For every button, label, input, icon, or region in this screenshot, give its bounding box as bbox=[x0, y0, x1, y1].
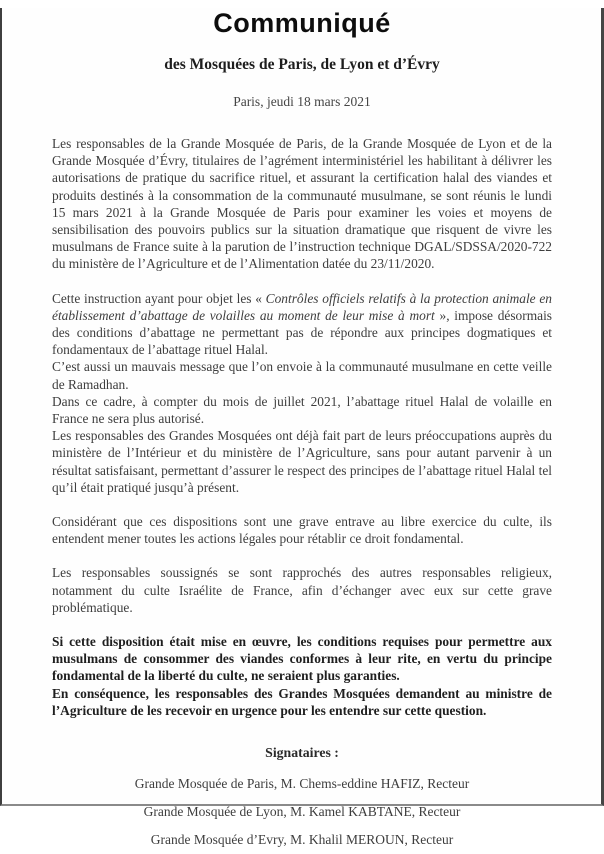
paragraph-consequence: En conséquence, les responsables des Grandes Mosquées demandent au ministre de l’Agriculture de les recevoir en urgence pour les entendre sur cette question. bbox=[52, 685, 552, 718]
paragraph-instruction bbox=[52, 290, 552, 359]
paragraph-message: C’est aussi un mauvais message que l’on envoie à la communauté musulmane en cette veille de Ramadhan. bbox=[52, 359, 552, 392]
document-content bbox=[2, 8, 601, 854]
signatory-line-lyon: Grande Mosquée de Lyon, M. Kamel KABTANE, Recteur bbox=[143, 804, 461, 820]
paragraph-si-disposition: Si cette disposition était mise en œuvre, les conditions requises pour permettre aux musulmans de consommer des viandes conformes à leur rite, en vertu du principe fondamental de la liberté du culte, ne seraient plus garanties. bbox=[52, 634, 552, 684]
paragraph-juillet: Dans ce cadre, à compter du mois de juillet 2021, l’abattage rituel Halal de volaille en France ne sera plus autorisé. bbox=[52, 393, 552, 427]
instruction-suffix: », impose désormais des conditions d’abattage ne permettant pas de répondre aux principes dogmatiques et fondamentaux de l’abattage rituel Halal. bbox=[52, 307, 552, 358]
paragraph-preoccupations: Les responsables des Grandes Mosquées ont déjà fait part de leurs préoccupations auprès du ministère de l’Intérieur et du ministère de l’Agriculture, sans pour autant parvenir à un résultat satisfaisant, permettant d’assurer le respect des principes de l’abattage rituel Halal tel qu’il était pratiqué jusqu’à présent. bbox=[52, 428, 552, 495]
bold-closing-block bbox=[52, 633, 552, 719]
signatories-heading: Signataires : bbox=[265, 745, 339, 761]
paragraph-soussignes: Les responsables soussignés se sont rapprochés des autres responsables religieux, notamment du culte Israélite de France, afin d’échanger avec eux sur cette grave problématique. bbox=[52, 565, 552, 615]
signatory-list bbox=[52, 770, 552, 854]
signatory-line-evry: Grande Mosquée d’Evry, M. Khalil MEROUN, Recteur bbox=[150, 832, 454, 848]
page-title: Communiqué bbox=[213, 8, 391, 38]
document-body bbox=[52, 135, 552, 719]
instruction-quote: Contrôles officiels relatifs à la protection animale en établissement d’abattage de volailles au moment de leur mise à mort bbox=[52, 290, 553, 323]
paragraph-intro: Les responsables de la Grande Mosquée de Paris, de la Grande Mosquée de Lyon et de la Grande Mosquée d’Évry, titulaires de l’agrément interministériel les habilitant à délivrer les autorisations de pratique du sacrifice rituel, et assurant la certification halal des viandes et produits destinés à la consommation de la communauté musulmane, se sont réunis le lundi 15 mars 2021 à la Grande Mosquée de Paris pour examiner les voies et moyens de sensibilisation des pouvoirs publics sur la situation dramatique que risquent de vivre les musulmans de France suite à la parution de l’instruction technique DGAL/SDSSA/2020-722 du ministère de l’Agriculture et de l’Alimentation datée du 23/11/2020. bbox=[52, 136, 552, 272]
dateline: Paris, jeudi 18 mars 2021 bbox=[233, 94, 371, 109]
paragraph-considerant: Considérant que ces dispositions sont une grave entrave au libre exercice du culte, ils entendent mener toutes les actions légales pour rétablir ce droit fondamental. bbox=[52, 514, 552, 547]
document-page bbox=[0, 8, 604, 848]
instruction-prefix: Cette instruction ayant pour objet les « bbox=[52, 290, 266, 306]
signatory-line-paris: Grande Mosquée de Paris, M. Chems-eddine HAFIZ, Recteur bbox=[134, 776, 470, 792]
page-subtitle: des Mosquées de Paris, de Lyon et d’Évry bbox=[164, 56, 440, 73]
